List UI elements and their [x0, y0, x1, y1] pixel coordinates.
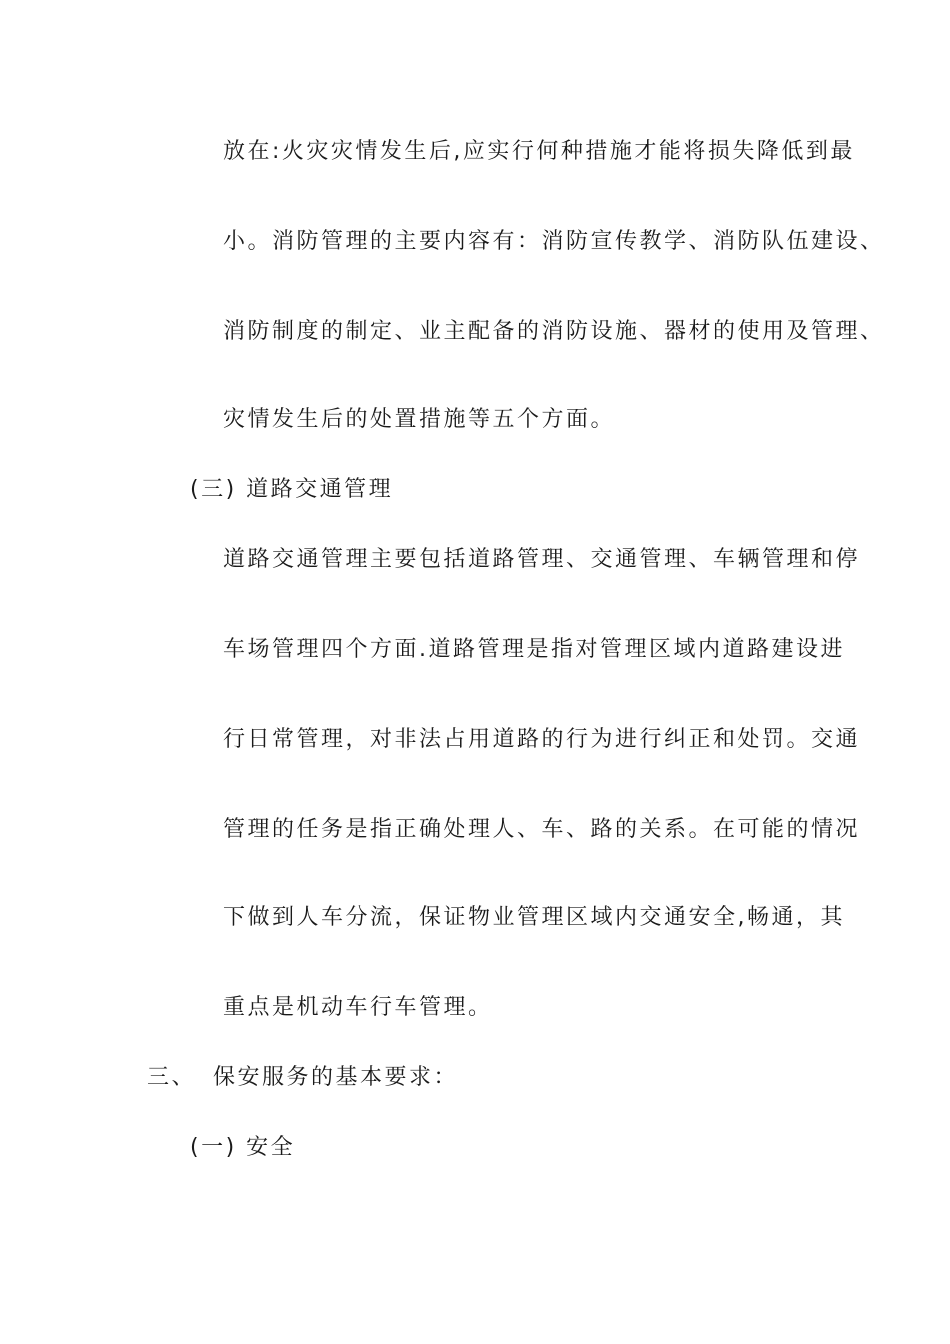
paragraph-line: 放在:火灾灾情发生后,应实行何种措施才能将损失降低到最 — [223, 139, 855, 164]
subsection-heading: (一) 安全 — [190, 1135, 296, 1160]
paragraph-line: 道路交通管理主要包括道路管理、交通管理、车辆管理和停 — [223, 547, 861, 572]
paragraph-line: 重点是机动车行车管理。 — [223, 995, 493, 1020]
section-heading: (三) 道路交通管理 — [190, 477, 394, 502]
paragraph-line: 管理的任务是指正确处理人、车、路的关系。在可能的情况 — [223, 817, 861, 842]
paragraph-line: 车场管理四个方面.道路管理是指对管理区域内道路建设进 — [223, 637, 845, 662]
paragraph-line: 行日常管理，对非法占用道路的行为进行纠正和处罚。交通 — [223, 727, 861, 752]
paragraph-line: 消防制度的制定、业主配备的消防设施、器材的使用及管理、 — [223, 319, 885, 344]
chapter-heading — [147, 1063, 458, 1093]
paragraph-line: 下做到人车分流，保证物业管理区域内交通安全,畅通，其 — [223, 905, 845, 930]
paragraph-line: 灾情发生后的处置措施等五个方面。 — [223, 407, 616, 432]
chapter-number: 三、 — [147, 1065, 197, 1090]
chapter-title: 保安服务的基本要求： — [213, 1065, 459, 1090]
paragraph-line: 小。消防管理的主要内容有：消防宣传教学、消防队伍建设、 — [223, 229, 885, 254]
